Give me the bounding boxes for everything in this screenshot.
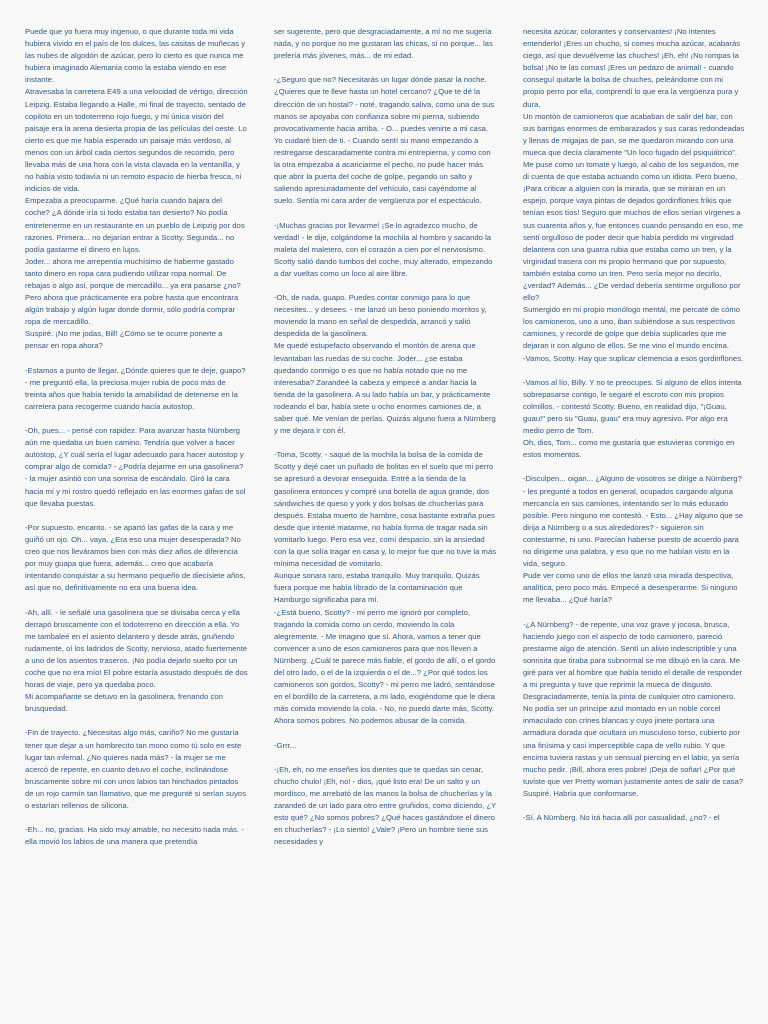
paragraph: -Sí. A Nürnberg. No irá hacia allí por casualidad, ¿no? - el — [523, 813, 720, 823]
paragraph: Puede que yo fuera muy ingenuo, o que durante toda mi vida hubiera vivido en el país de los dulces, las casitas de muñecas y las nubes de algodón de azúcar, pero lo cierto es que nunca me hubiera imaginado Alemania como la estaba viendo en ese instante. — [25, 27, 246, 85]
paragraph: -Por supuesto, encanto. - se apartó las gafas de la cara y me guiñó un ojo. Oh... vaya. ¿Era eso una mujer desesperada? No creo que nos lleváramos bien con más diez años de diferencia por muy guapa que fuera, además... creo que acabaría intentando conquistar a su hermano pequeño de diecisiete años, así que no, definitivamente no era una buena idea. — [25, 522, 246, 593]
text-columns — [25, 26, 746, 998]
paragraph: Atravesaba la carretera E49 a una velocidad de vértigo, dirección Leipzig. Estaba llegando a Halle, mi final de trayecto, sentado de copiloto en un todoterreno rojo fuego, y mi única visión del paisaje era la arena desierta propia de las películas del oeste. Lo cierto es que me había esperado un paisaje más verdoso, al menos con un árbol cada ciertos segundos de recorrido, pero llevaba más de una hora con la vista clavada en la ventanilla, y no había visto todavía ni un remoto espacio de hierba fresca, ni indicios de vida. — [25, 87, 248, 194]
paragraph: -Estamos a punto de llegar. ¿Dónde quieres que te deje, guapo? - me preguntó ella, la preciosa mujer rubia de poco más de treinta años que había tenido la amabilidad de detenerse en la carretera para recogerme cuando hacía autostop. — [25, 365, 246, 411]
text-column-right — [523, 26, 746, 998]
paragraph: Pude ver como uno de ellos me lanzó una mirada despectiva, analítica, pero poco más. Empecé a desesperarme. Si ninguno me llevaba... ¿Qué haría? — [523, 571, 738, 605]
paragraph: -Disculpen... oigan... ¿Alguno de vosotros se dirige a Nürnberg? - les pregunté a todos en general, ocupados cargando alguna mercancía en sus camiones, intentando ser lo más educado posible. Pero ninguno me contestó. - Esto... ¿Hay alguno que se dirija a Nürnberg o a sus alrededores? - siguieron sin contestarme, ni uno. Parecían haberse puesto de acuerdo para no dirigirme una palabra, y eso que no me habían visto en la vida, seguro. — [523, 474, 744, 569]
paragraph: Suspiré. Habría que conformarse. — [523, 788, 639, 798]
paragraph: -¡Eh, eh, no me enseñes los dientes que te quedas sin cenar, chucho chulo! ¡Eh, no! - dios, ¡qué listo era! De un salto y un mordisco, me arrebató de las manos la bolsa de chucherías y la zarandeó de un lado para otro entre gruñidos, como diciendo, ¿Y esto qué? ¿No somos pobres? ¿Qué haces gastándote el dinero en chucherías? - ¡Lo siento! ¿Vale? ¡Pero un hombre tiene sus necesidades y — [274, 764, 497, 847]
paragraph: -Vamos, Scotty. Hay que suplicar clemencia a esos gordinflones. — [523, 353, 744, 363]
paragraph: Mi acompañante se detuvo en la gasolinera, frenando con brusquedad. — [25, 692, 223, 714]
paragraph: Empezaba a preocuparme. ¿Qué haría cuando bajara del coche? ¿A dónde iría si todo estaba tan desierto? No podía entretenerme en un restaurante en un pueblo de Leipzig por dos razones. Primera... no dejarían entrar a Scotty. Segunda... no podía gastarme el dinero en lujos. — [25, 196, 245, 254]
paragraph: Oh, dios, Tom... como me gustaría que estuvieras conmigo en estos momentos. — [523, 438, 735, 460]
paragraph: Suspiré. ¡No me jodas, Bill! ¿Cómo se te ocurre ponerte a pensar en ropa ahora? — [25, 329, 223, 351]
paragraph: Un montón de camioneros que acababan de salir del bar, con sus barrigas enormes de embarazados y sus caras redondeadas y llenas de migajas de pan, se me quedaron mirando con una mueca que decía claramente "Un loco fugado del psiquiátrico". Me puse como un tomate y luego, al cabo de los segundos, me di cuenta de que estaba actuando como un idiota. Pero bueno, ¡Para criticar a alguien con la mirada, que se miraran en un espejo, porque vaya pintas de dejados gordinflones frikis que tenían esos tíos! Seguro que muchos de ellos serían vírgenes a sus cuarenta años y, fue entonces cuando pensando en eso, me sentí orgulloso de poder decir que había perdido mi virginidad delantera con una guarra rubia que estaba como un tren, y la virginidad trasera con mi propio hermano que por supuesto, también estaba como un tren. Pero sería mejor no decirlo, ¿verdad? Además... ¿De verdad debería sentirme orgulloso por ello? — [523, 111, 745, 303]
paragraph: -Toma, Scotty. - saqué de la mochila la bolsa de la comida de Scotty y dejé caer un puñado de bolitas en el suelo que mi perro se apresuró a devorar enseguida. Entré a la tienda de la gasolinera entonces y compré una botella de agua grande, dos sándwiches de queso y york y dos bolsas de chucherías para después. Estaba muerto de hambre, cosa bastante extraña pues desde que intenté matarme, no había forma de tragar nada sin vomitarlo luego. Pero esa vez, comí despacio, sin la ansiedad con la que solía tragar en casa y, lo mejor fue que no tuve la más mínima necesidad de vomitarlo. — [274, 450, 497, 569]
paragraph: -Ah, allí. - le señalé una gasolinera que se divisaba cerca y ella derrapó bruscamente con el todoterreno en dirección a ella. Yo me tambaleé en el asiento delantero y desde atrás, gruñendo rudamente, oí los ladridos de Scotty, nervioso, atado fuertemente a uno de los asientos traseros. ¡No podía dejarlo suelto por un coche que no era mío! El pobre estaría asustado después de dos horas de viaje, pero ya quedaba poco. — [25, 607, 248, 690]
page-footer — [25, 1010, 746, 1024]
paragraph: -¿Seguro que no? Necesitarás un lugar dónde pasar la noche. ¿Quieres que te lleve hasta un hotel cercano? ¿Que te dé la dirección de un hostal? - noté, tragando saliva, como una de sus manos se apoyaba con confianza sobre mi pierna, subiendo provocativamente hacia arriba. - O... puedes venirte a mi casa. Yo cuidaré bien de ti. - Cuando sentí su mano empezando a restregarse descaradamente contra mi entrepierna, y como con la otra empezaba a acariciarme el pecho, no pude hacer más que abrir la puerta del coche de golpe, pegando un salto y saliendo apresuradamente del vehículo, casi cayéndome al suelo. Sentía mi cara arder de vergüenza por el espectáculo. — [274, 75, 495, 206]
text-column-middle — [274, 26, 497, 998]
text-column-left — [25, 26, 248, 998]
paragraph: Sumergido en mi propio monólogo mental, me percaté de cómo los camioneros, uno a uno, iban subiéndose a sus respectivos camiones, y recordé de golpe que debía suplicarles que me dejaran ir con alguno de ellos. Se me vino el mundo encima. — [523, 305, 741, 351]
paragraph: -Vamos al lío, Billy. Y no te preocupes. Si alguno de ellos intenta sobrepasarse contigo, le segaré el escroto con mis propios colmillos. - contestó Scotty. Bueno, en realidad dijo, "¡Guau, guau!" pero su "Guau, guau" era muy agresivo. Por algo era medio perro de Tom. — [523, 377, 742, 436]
paragraph: -Fin de trayecto. ¿Necesitas algo más, cariño? No me gustaría tener que dejar a un hombrecito tan mono como tú solo en este lugar tan infernal. ¿No quieres nada más? - la mujer se me acercó de repente, en cuanto detuvo el coche, inclinándose bruscamente sobre mí con unos labios tan hinchados pintados de un rojo carmín tan llamativo, que me pregunté si serían suyos o estarían rellenos de silicona. — [25, 728, 246, 810]
paragraph: -Oh, de nada, guapo. Puedes contar conmigo para lo que necesites... y desees. - me lanzó un beso poniendo morritos y, moviendo la mano en señal de despedida, arrancó y salió despedida de la gasolinera. — [274, 293, 487, 339]
paragraph: ser sugerente, pero que desgraciadamente, a mí no me sugería nada, y no porque no me gustaran las chicas, sí no porque... las prefería más jóvenes, más... de mi edad. — [274, 27, 493, 61]
paragraph: Joder... ahora me arrepentía muchísimo de haberme gastado tanto dinero en ropa cara pudiendo utilizar ropa normal. De rebajas o algo así, porque de mercadillo... ya era pasarse ¿no? Pero ahora que prácticamente era pobre hasta que encontrara algún trabajo y algún lugar donde dormir, sólo podría comprar ropa de mercadillo. — [25, 256, 241, 327]
paragraph: -¡Muchas gracias por llevarme! ¡Se lo agradezco mucho, de verdad! - le dije, colgándome la mochila al hombro y sacando la maleta del maletero, con el corazón a cien por el nerviosismo. Scotty salió dando tumbos del coche, muy alterado, empezando a dar vueltas como un loco al aire libre. — [274, 220, 493, 278]
paragraph: necesita azúcar, colorantes y conservantes! ¡No intentes entenderlo! ¡Eres un chucho, si comes mucha azúcar, acabarás ciego, así que devuélveme las chuches! ¡Eh, eh! ¡No rompas la bolsa! ¡No te las comas! ¡Eres un pedazo de animal! - cuando conseguí quitarle la bolsa de chuches, peleándome con mi propio perro por ella, comprendí lo que era la vergüenza pura y dura. — [523, 27, 741, 109]
paragraph: -Eh... no, gracias. Ha sido muy amable, no necesito nada más. - ella movió los labios de una manera que pretendía — [25, 825, 244, 847]
paragraph: -Oh, pues... - pensé con rapidez. Para avanzar hasta Nürnberg aún me quedaba un buen camino. Tendría que volver a hacer autostop, ¿Y cuál sería el lugar adecuado para hacer autostop y comprar algo de comida? - ¿Podría dejarme en una gasolinera? - la mujer asintió con una sonrisa de escándalo. Giró la cara hacia mí y mi rostro quedó reflejado en las enormes gafas de sol que llevaba puestas. — [25, 426, 246, 508]
paragraph: Aunque sonara raro, estaba tranquilo. Muy tranquilo. Quizás fuera porque me había librado de la contaminación que Hamburgo significaba para mí. — [274, 571, 480, 605]
paragraph: -Grrr... — [274, 740, 297, 750]
paragraph: Me quedé estupefacto observando el montón de arena que levantaban las ruedas de su coche. Joder... ¿se estaba quedando conmigo o es que no había notado que no me interesaba? Zarandeé la cabeza y empecé a andar hacia la tienda de la gasolinera. A su lado había un bar, y prácticamente rodeando el bar, había siete u ocho enormes camiones de, a saber qué. Me venían de perlas. Quizás alguno fuera a Nürnberg y me dejara ir con él. — [274, 341, 496, 436]
paragraph: -¿A Nürnberg? - de repente, una voz grave y jocosa, brusca, haciendo juego con el aspecto de todo camionero, pareció prestarme algo de atención. Sentí un alivio indescriptible y una sonrisita que tiraba para subnormal se me dibujó en la cara. Me giré para ver al hombre que había tenido el detalle de responder a mi pregunta y tuve que reprimir la mueca de disgusto. — [523, 619, 743, 690]
paragraph: No podía ser un príncipe azul montado en un noble corcel inmaculado con crines blancas y cuyo jinete portara una armadura dorada que ocultara un musculoso torso, cubierto por una finísima y casi imperceptible capa de vello rubio. Y que encima tuviera rastas y un sensual piercing en el labio, ya sería mucho pedir. ¡Bill, ahora eres pobre! ¡Deja de soñar! ¿Por qué tuviste que ver Pretty woman justamente antes de salir de casa? — [523, 704, 744, 786]
paragraph: -¿Está bueno, Scotty? - mi perro me ignoró por completo, tragando la comida como un cerdo, moviendo la cola alegremente. - Me imagino que sí. Ahora, vamos a tener que convencer a uno de esos camioneros para que nos lleven a Nürnberg. ¿Cuál te parece más fiable, el gordo de allí, o el gordo del otro lado, o el de la izquierda o el de...? ¿Por qué todos los camioneros son gordos, Scotty? - mi perro me ladró, sentándose en el bordillo de la carretera, a mi lado, exigiéndome que le diera más comida moviendo la cola. - No, no puedo darte más, Scotty. Ahora somos pobres. No podemos abusar de la comida. — [274, 607, 496, 726]
paragraph: Desgraciadamente, tenía la pinta de cualquier otro camionero. — [523, 692, 736, 702]
